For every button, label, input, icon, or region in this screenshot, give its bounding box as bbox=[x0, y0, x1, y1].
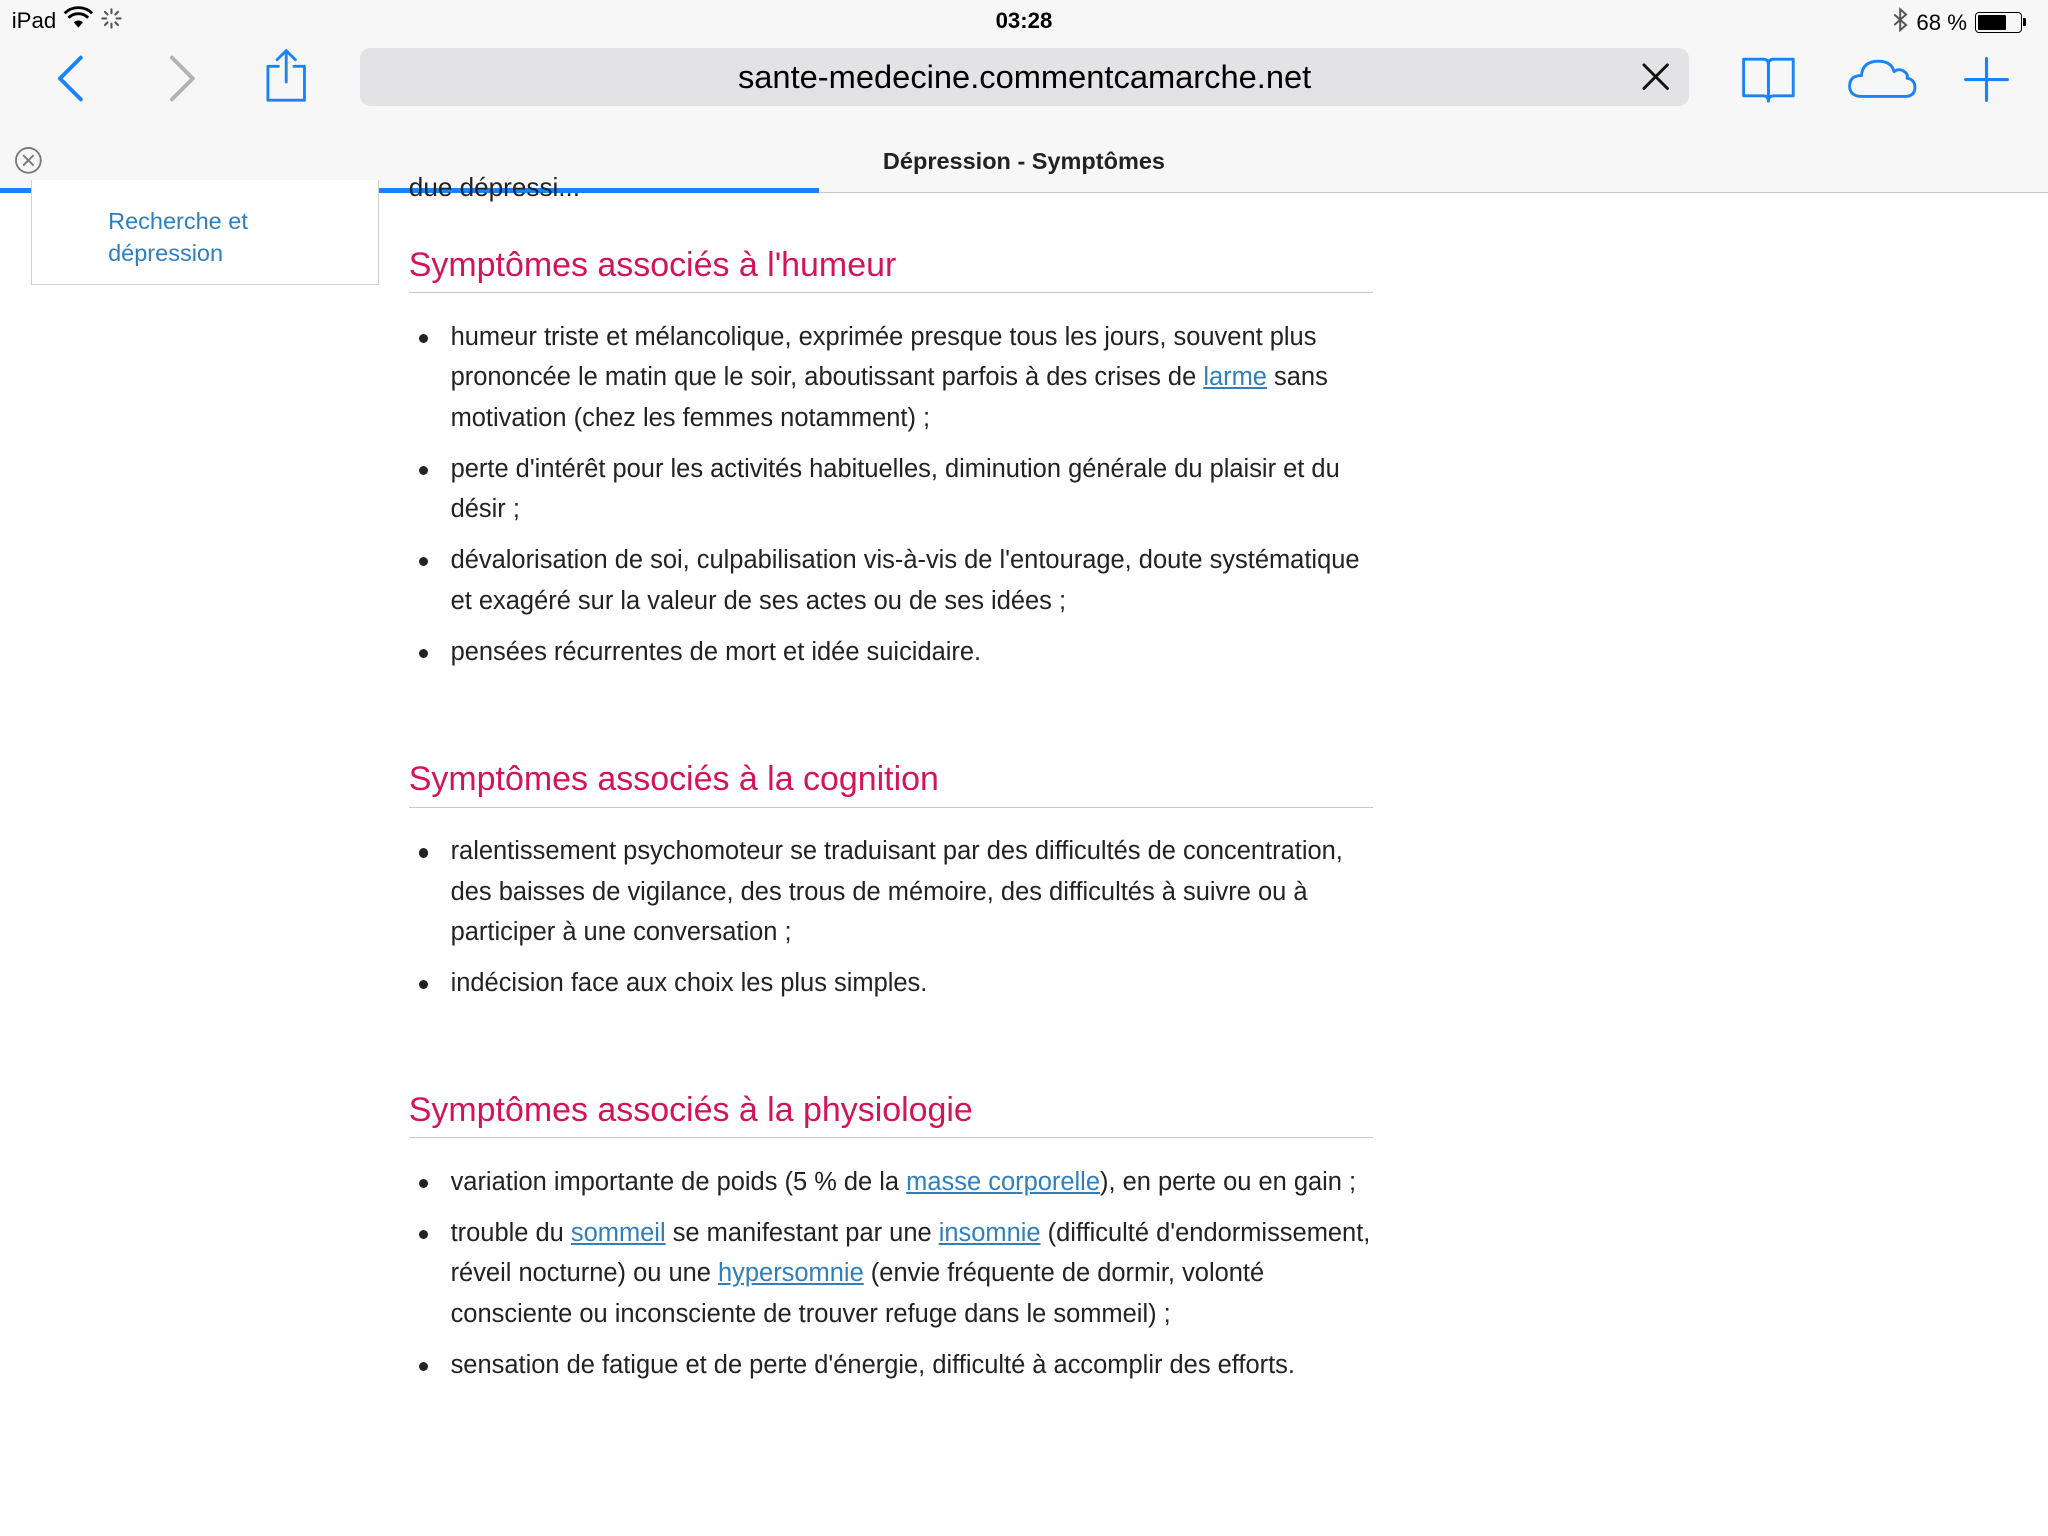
item-text: ), en perte ou en gain ; bbox=[1099, 1167, 1357, 1196]
item-text: dévalorisation de soi, culpabilisation vis-à-vis de l'entourage, doute systématique et exagéré sur la valeur de ses actes ou de ses idées ; bbox=[450, 546, 1360, 615]
share-button[interactable] bbox=[259, 47, 314, 104]
new-tab-button[interactable] bbox=[1959, 52, 2014, 107]
item-text: (envie fréquente de dormir, volonté consciente ou inconsciente de trouver refuge dans le sommeil) ; bbox=[450, 1259, 1265, 1328]
item-text: perte d'intérêt pour les activités habituelles, diminution générale du plaisir et du désir ; bbox=[450, 454, 1340, 524]
inline-link[interactable]: hypersomnie bbox=[718, 1259, 864, 1288]
browser-toolbar bbox=[0, 42, 2048, 133]
item-text: sans motivation (chez les femmes notamment) ; bbox=[450, 363, 1328, 432]
battery-percent: 68 % bbox=[1916, 9, 1967, 35]
device-name: iPad bbox=[11, 8, 57, 34]
cutoff-text: due dépressi... bbox=[408, 172, 581, 203]
item-text: sensation de fatigue et de perte d'énergie, difficulté à accomplir des efforts. bbox=[450, 1350, 1295, 1379]
status-bar bbox=[0, 0, 2048, 42]
item-text: trouble du bbox=[450, 1218, 571, 1247]
item-text: (difficulté d'endormissement, réveil nocturne) ou une bbox=[450, 1218, 1371, 1288]
symptom-list bbox=[409, 317, 1373, 672]
battery-icon bbox=[1975, 12, 2022, 33]
item-text: ralentissement psychomoteur se traduisant par des difficultés de concentration, des baisses de vigilance, des trous de mémoire, des difficultés à suivre ou à participer à une conversation ; bbox=[450, 837, 1343, 947]
cloud-icon bbox=[1847, 56, 1918, 100]
chevron-left-icon bbox=[56, 55, 85, 102]
section-cognition bbox=[409, 760, 1373, 1014]
icloud-tabs-button[interactable] bbox=[1844, 52, 1920, 104]
chevron-right-icon bbox=[168, 55, 197, 102]
back-button[interactable] bbox=[50, 52, 92, 104]
symptom-list bbox=[409, 831, 1373, 1003]
item-text: pensées récurrentes de mort et idée suicidaire. bbox=[450, 637, 982, 666]
item-text: variation importante de poids (5 % de la bbox=[450, 1167, 907, 1196]
symptom-list bbox=[409, 1162, 1373, 1385]
inline-link[interactable]: larme bbox=[1203, 363, 1267, 392]
list-item bbox=[409, 632, 1373, 672]
url-text: sante-medecine.commentcamarche.net bbox=[737, 58, 1312, 96]
clear-url-button[interactable] bbox=[1637, 57, 1676, 96]
section-humeur bbox=[409, 246, 1373, 683]
tab-title[interactable]: Dépression - Symptômes bbox=[882, 147, 1166, 174]
section-physiologie bbox=[409, 1091, 1373, 1396]
list-item bbox=[409, 540, 1373, 621]
section-heading: Symptômes associés à la physiologie bbox=[409, 1091, 1373, 1139]
section-heading: Symptômes associés à la cognition bbox=[409, 760, 1373, 808]
list-item bbox=[409, 963, 1373, 1003]
book-icon bbox=[1741, 54, 1796, 104]
list-item bbox=[409, 1213, 1373, 1334]
list-item bbox=[409, 1345, 1373, 1385]
status-right bbox=[1893, 8, 2022, 38]
inline-link[interactable]: sommeil bbox=[570, 1218, 666, 1247]
address-bar[interactable] bbox=[360, 48, 1688, 105]
item-text: indécision face aux choix les plus simples. bbox=[450, 969, 928, 998]
list-item bbox=[409, 449, 1373, 530]
plus-icon bbox=[1963, 56, 2010, 103]
list-item bbox=[409, 831, 1373, 952]
list-item bbox=[409, 1162, 1373, 1202]
close-icon bbox=[1640, 61, 1671, 92]
item-text: se manifestant par une bbox=[665, 1218, 939, 1247]
list-item bbox=[409, 317, 1373, 438]
bluetooth-icon bbox=[1893, 8, 1909, 38]
item-text: humeur triste et mélancolique, exprimée presque tous les jours, souvent plus prononcée le matin que le soir, aboutissant parfois à des crises de bbox=[450, 322, 1317, 392]
inline-link[interactable]: insomnie bbox=[938, 1218, 1041, 1247]
status-time: 03:28 bbox=[995, 7, 1053, 33]
sidebar-link-recherche[interactable]: Recherche et dépression bbox=[108, 208, 248, 266]
sidebar-box bbox=[31, 180, 378, 284]
section-heading: Symptômes associés à l'humeur bbox=[409, 246, 1373, 294]
share-icon bbox=[264, 48, 308, 103]
inline-link[interactable]: masse corporelle bbox=[906, 1167, 1100, 1196]
forward-button[interactable] bbox=[162, 52, 204, 104]
bookmarks-button[interactable] bbox=[1740, 50, 1797, 107]
web-page bbox=[0, 172, 2048, 1536]
